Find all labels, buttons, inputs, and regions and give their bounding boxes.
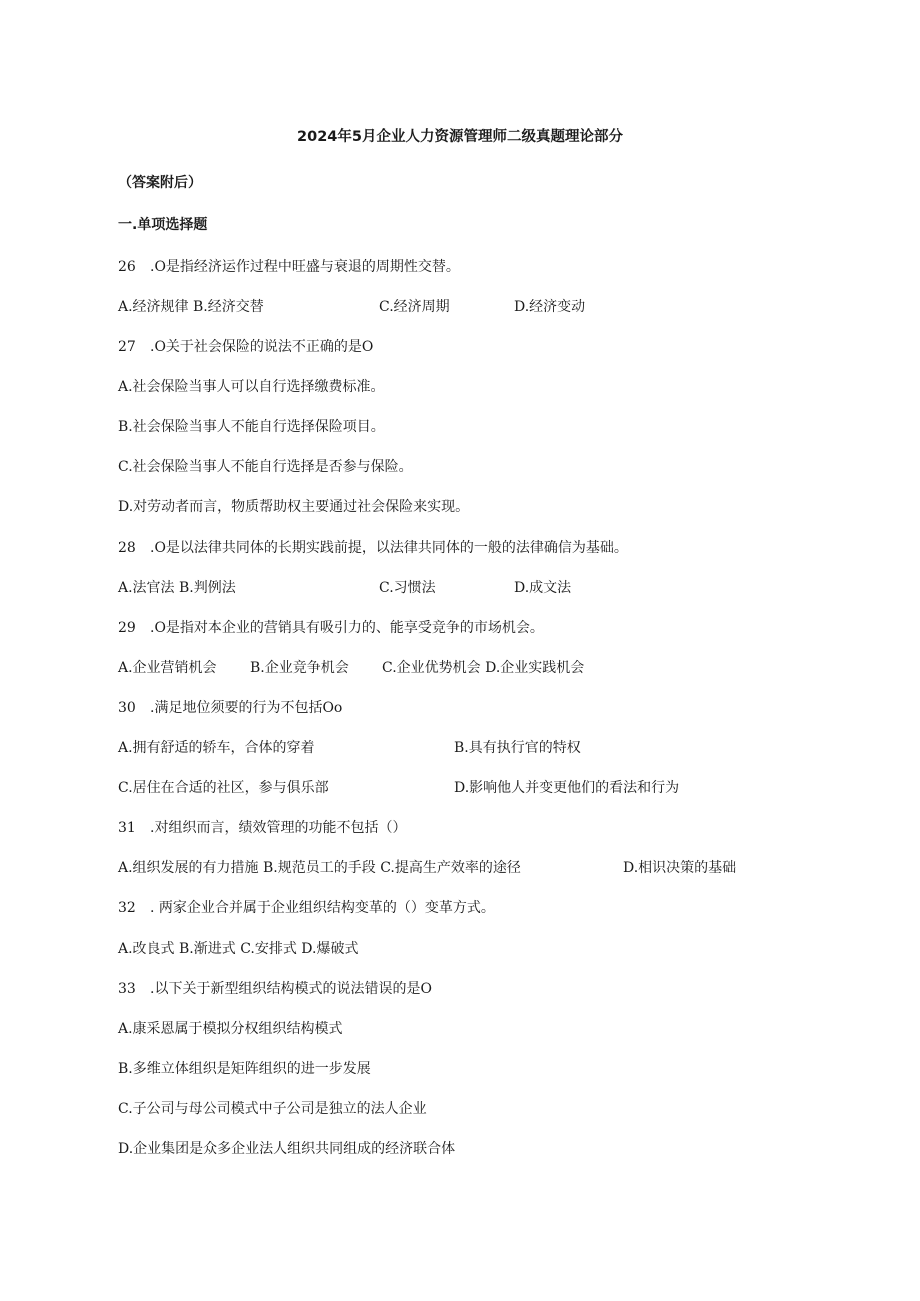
option: A.组织发展的有力措施 B.规范员工的手段 C.提高生产效率的途径 [118, 860, 521, 876]
question-number: 33 [118, 981, 136, 997]
option: B.社会保险当事人不能自行选择保险项目。 [118, 419, 385, 435]
question-29 [118, 619, 544, 637]
question-28 [118, 539, 628, 557]
question-number: 32 [118, 900, 136, 916]
question-31 [118, 819, 406, 837]
option: A.企业营销机会 [118, 660, 217, 676]
option: A.社会保险当事人可以自行选择缴费标准。 [118, 379, 385, 395]
option: A.经济规律 B.经济交替 [118, 299, 264, 315]
option: B.企业竞争机会 [250, 660, 349, 676]
option: D.影响他人并变更他们的看法和行为 [454, 780, 680, 796]
option: C.子公司与母公司模式中子公司是独立的法人企业 [118, 1101, 427, 1117]
question-text: .对组织而言，绩效管理的功能不包括（） [150, 820, 407, 836]
option: D.企业集团是众多企业法人组织共同组成的经济联合体 [118, 1141, 456, 1157]
option: D.对劳动者而言，物质帮助权主要通过社会保险来实现。 [118, 499, 470, 515]
section-heading: 一.单项选择题 [118, 217, 208, 233]
question-text: .O是指经济运作过程中旺盛与衰退的周期性交替。 [150, 259, 460, 275]
question-text: .满足地位须要的行为不包括Oo [150, 700, 343, 716]
question-33 [118, 980, 432, 998]
question-text: . 两家企业合并属于企业组织结构变革的（）变革方式。 [150, 900, 495, 916]
option: A.改良式 B.渐进式 C.安排式 D.爆破式 [118, 941, 359, 957]
option: A.康采恩属于模拟分权组织结构模式 [118, 1021, 343, 1037]
question-text: .O关于社会保险的说法不正确的是O [150, 339, 374, 355]
question-text: .O是以法律共同体的长期实践前提，以法律共同体的一般的法律确信为基础。 [150, 540, 628, 556]
question-26 [118, 258, 460, 276]
option: C.社会保险当事人不能自行选择是否参与保险。 [118, 459, 413, 475]
question-number: 31 [118, 820, 136, 836]
document-title: 2024年5月企业人力资源管理师二级真题理论部分 [297, 129, 623, 145]
question-number: 28 [118, 540, 136, 556]
option: C.企业优势机会 D.企业实践机会 [382, 660, 585, 676]
option: D.成文法 [514, 580, 572, 596]
option: C.习惯法 [379, 580, 436, 596]
option: D.相识决策的基础 [623, 860, 737, 876]
question-27 [118, 338, 373, 356]
question-text: .O是指对本企业的营销具有吸引力的、能享受竞争的市场机会。 [150, 620, 544, 636]
question-32 [118, 899, 495, 917]
option: A.拥有舒适的轿车，合体的穿着 [118, 740, 315, 756]
option: B.具有执行官的特权 [454, 740, 581, 756]
option: D.经济变动 [514, 299, 586, 315]
option: A.法官法 B.判例法 [118, 580, 236, 596]
answer-note: （答案附后） [118, 175, 202, 191]
question-number: 27 [118, 339, 136, 355]
question-number: 26 [118, 259, 136, 275]
question-30 [118, 699, 342, 717]
question-text: .以下关于新型组织结构模式的说法错误的是O [150, 981, 432, 997]
option: C.经济周期 [379, 299, 450, 315]
question-number: 30 [118, 700, 136, 716]
option: B.多维立体组织是矩阵组织的进一步发展 [118, 1061, 371, 1077]
option: C.居住在合适的社区，参与俱乐部 [118, 780, 329, 796]
question-number: 29 [118, 620, 136, 636]
